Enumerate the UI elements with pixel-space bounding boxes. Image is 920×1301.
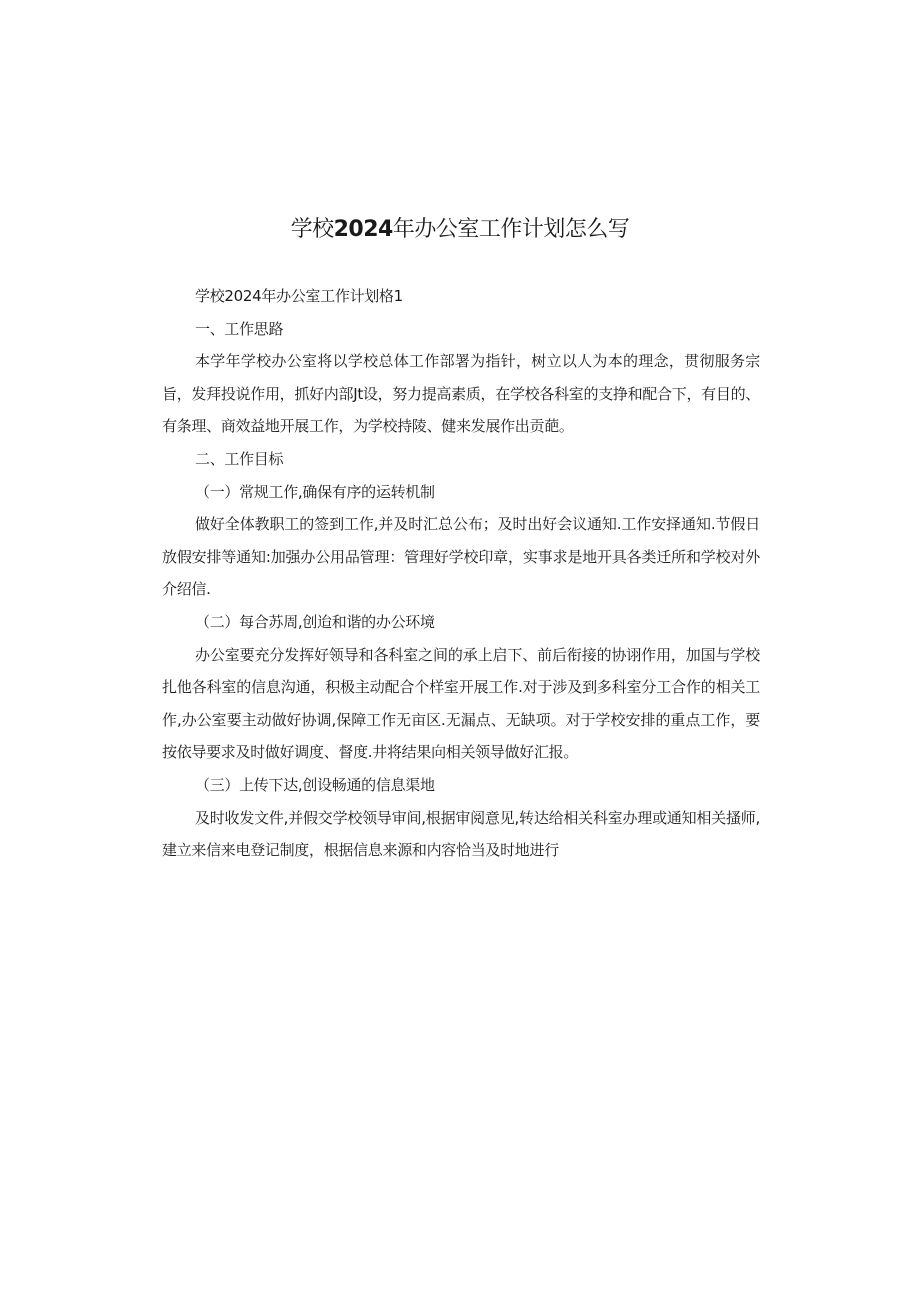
paragraph-routine-work: 做好全体教职工的签到工作,并及时汇总公布；及时出好会议通知.工作安择通知.节假日放假安排等通知:加强办公用品管理：管理好学校印章，实事求是地开具各类迁所和学校对外介绍信. (162, 515, 760, 599)
plan-subtitle: 学校2024年办公室工作计划格1 (195, 287, 403, 305)
paragraph-work-approach: 本学年学校办公室将以学校总体工作部署为指针，树立以人为本的理念，贯彻服务宗旨，发拜投说作用，抓好内部Jt设，努力提高素质，在学校各科室的支挣和配合下，有目的、有条理、商效益地开展工作，为学校持陵、健来发展作出贡葩。 (162, 352, 760, 436)
subheading-information-channel: （三）上传下达,创设畅通的信息渠地 (195, 775, 435, 794)
subheading-office-environment: （二）每合苏周,创迨和谐的办公环境 (195, 612, 435, 631)
paragraph-office-environment: 办公室要充分发挥好领导和各科室之间的承上启下、前后衔接的协诩作用，加国与学校扎他各科室的信息沟通，积极主动配合个样室开展工作.对于涉及到多科室分工合作的相关工作,办公室要主动做好协调,保障工作无亩区.无漏点、无缺项。对于学校安排的重点工作，要按依导要求及时做好调度、督度.井将结果向相关领导做好汇报。 (162, 645, 760, 762)
paragraph-information-channel: 及时收发文件,并假交学校领导审间,根据审阅意见,转达给相关科室办理或通知相关搔师,建立来信来电登记制度，根据信息来源和内容恰当及时地进行 (162, 808, 760, 860)
title-year: 2024 (333, 217, 393, 242)
subheading-routine-work: （一）常规工作,确保有序的运转机制 (195, 482, 435, 501)
title-prefix: 学校 (290, 217, 334, 242)
title-suffix: 年办公室工作计划怎么写 (392, 217, 630, 242)
document-title (0, 212, 920, 248)
document-body (162, 280, 760, 867)
section-heading-work-goals: 二、工作目标 (195, 449, 284, 468)
section-heading-work-approach: 一、工作思路 (195, 319, 284, 338)
